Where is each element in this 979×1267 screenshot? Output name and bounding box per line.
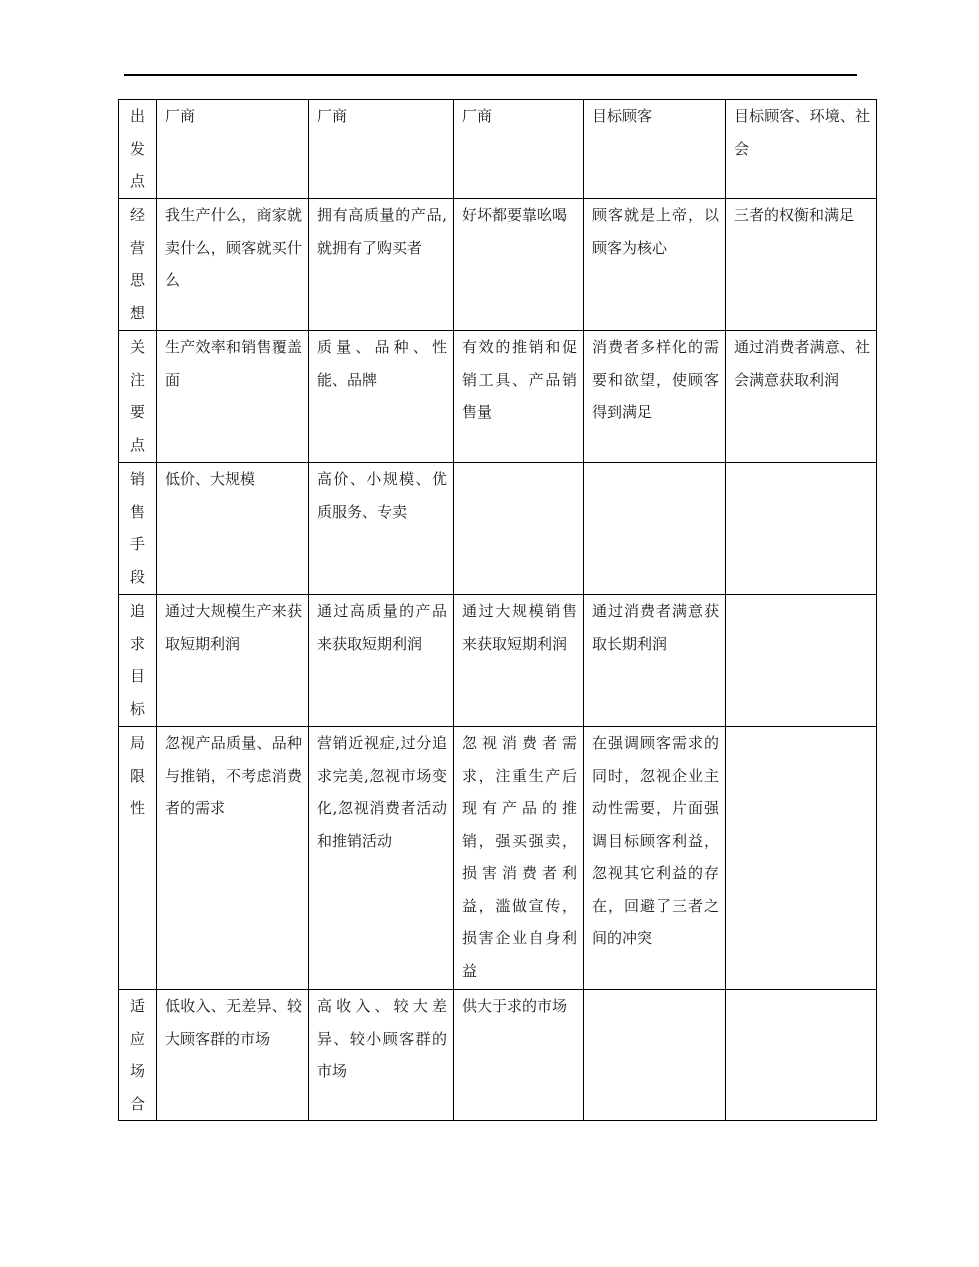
table-cell: 质量、品种、性能、品牌 (309, 331, 454, 463)
table-cell: 通过消费者满意、社会满意获取利润 (726, 331, 877, 463)
table-row (119, 727, 877, 990)
table-cell: 低价、大规模 (157, 463, 309, 595)
table-cell (454, 463, 584, 595)
table-cell: 有效的推销和促销工具、产品销售量 (454, 331, 584, 463)
table-cell (584, 990, 726, 1121)
row-label-cell (119, 331, 157, 463)
row-label-cell (119, 990, 157, 1121)
table-cell: 目标顾客 (584, 100, 726, 199)
row-label-cell (119, 199, 157, 331)
table-cell: 高价、小规模、优质服务、专卖 (309, 463, 454, 595)
table-cell: 忽视产品质量、品种与推销，不考虑消费者的需求 (157, 727, 309, 990)
row-label: 关注要点 (130, 338, 146, 454)
row-label: 适应场合 (130, 997, 146, 1113)
row-label: 销售手段 (130, 470, 146, 586)
row-label-cell (119, 595, 157, 727)
row-label: 出发点 (130, 107, 146, 190)
table-cell: 供大于求的市场 (454, 990, 584, 1121)
table-row (119, 595, 877, 727)
table-cell (726, 595, 877, 727)
table-cell: 营销近视症,过分追求完美,忽视市场变化,忽视消费者活动和推销活动 (309, 727, 454, 990)
table-row (119, 199, 877, 331)
row-label: 经营思想 (130, 206, 146, 322)
table-cell: 好坏都要靠吆喝 (454, 199, 584, 331)
table-cell: 厂商 (157, 100, 309, 199)
table-row (119, 331, 877, 463)
row-label-cell (119, 100, 157, 199)
table-cell: 在强调顾客需求的同时，忽视企业主动性需要，片面强调目标顾客利益，忽视其它利益的存在，回避了三者之间的冲突 (584, 727, 726, 990)
table-cell: 通过大规模销售来获取短期利润 (454, 595, 584, 727)
table-cell: 拥有高质量的产品,就拥有了购买者 (309, 199, 454, 331)
table-cell (726, 727, 877, 990)
table-cell: 通过消费者满意获取长期利润 (584, 595, 726, 727)
header-rule (124, 74, 857, 76)
row-label-cell (119, 463, 157, 595)
table-cell: 目标顾客、环境、社会 (726, 100, 877, 199)
table-cell (726, 463, 877, 595)
table-cell (726, 990, 877, 1121)
table-row (119, 100, 877, 199)
table-cell: 厂商 (454, 100, 584, 199)
table-cell: 忽视消费者需求，注重生产后现有产品的推销，强买强卖，损害消费者利益，滥做宣传，损害企业自身利益 (454, 727, 584, 990)
table-row (119, 990, 877, 1121)
row-label: 追求目标 (130, 602, 146, 718)
table-cell (584, 463, 726, 595)
table-cell: 通过大规模生产来获取短期利润 (157, 595, 309, 727)
row-label-cell (119, 727, 157, 990)
table-cell: 高收入、较大差异、较小顾客群的市场 (309, 990, 454, 1121)
table-cell: 通过高质量的产品来获取短期利润 (309, 595, 454, 727)
table-cell: 三者的权衡和满足 (726, 199, 877, 331)
table-row (119, 463, 877, 595)
table-cell: 生产效率和销售覆盖面 (157, 331, 309, 463)
table-cell: 我生产什么，商家就卖什么，顾客就买什么 (157, 199, 309, 331)
table-cell: 低收入、无差异、较大顾客群的市场 (157, 990, 309, 1121)
comparison-table (118, 99, 877, 1121)
row-label: 局限性 (130, 734, 146, 817)
table-cell: 顾客就是上帝，以顾客为核心 (584, 199, 726, 331)
table-cell: 厂商 (309, 100, 454, 199)
table-cell: 消费者多样化的需要和欲望，使顾客得到满足 (584, 331, 726, 463)
